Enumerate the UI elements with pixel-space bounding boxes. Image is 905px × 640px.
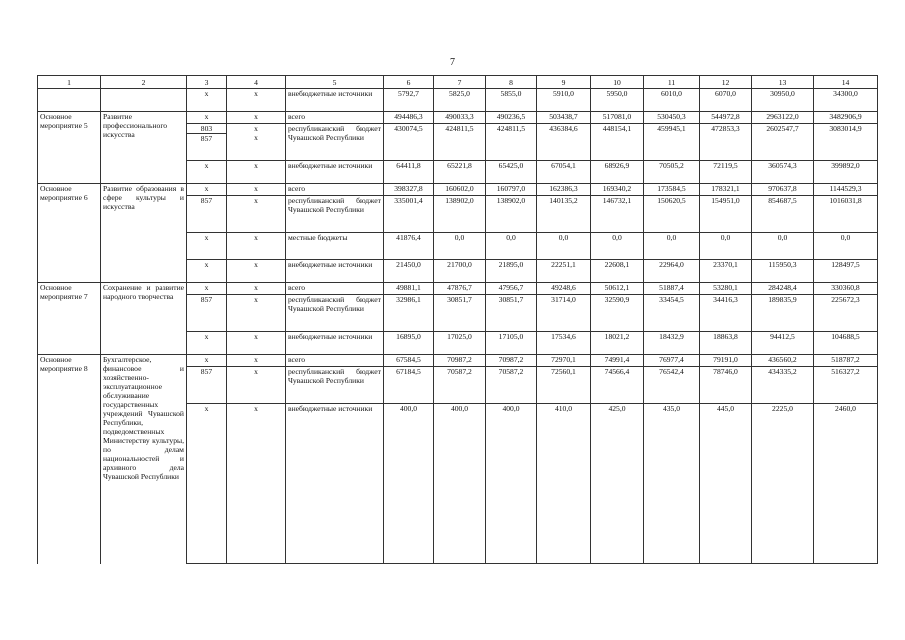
column-header: 1 bbox=[38, 76, 101, 89]
value-cell: 18021,2 bbox=[591, 332, 644, 355]
value-cell: 49248,6 bbox=[537, 283, 591, 295]
value-cell: 225672,3 bbox=[814, 295, 878, 332]
value-cell: 398327,8 bbox=[384, 184, 434, 196]
value-cell: 0,0 bbox=[434, 233, 486, 260]
column-header: 10 bbox=[591, 76, 644, 89]
section-code: х bbox=[254, 124, 258, 133]
value-cell: 41876,4 bbox=[384, 233, 434, 260]
value-cell: 76977,4 bbox=[644, 355, 700, 367]
value-cell: 424811,5 bbox=[486, 124, 537, 161]
header-row bbox=[38, 76, 878, 89]
funding-source-cell: республиканский бюджет Чувашской Республики bbox=[286, 295, 384, 332]
gov-code: 803 bbox=[187, 124, 226, 134]
value-cell: 65221,8 bbox=[434, 161, 486, 184]
group-name-cell: Основное мероприятие 8 bbox=[38, 355, 101, 564]
value-cell: 400,0 bbox=[384, 404, 434, 564]
value-cell: 32986,1 bbox=[384, 295, 434, 332]
column-header: 2 bbox=[101, 76, 187, 89]
column-header: 4 bbox=[227, 76, 286, 89]
value-cell: 3482906,9 bbox=[814, 112, 878, 124]
funding-source-cell: всего bbox=[286, 355, 384, 367]
gov-code: х bbox=[204, 233, 209, 242]
value-cell: 2225,0 bbox=[752, 404, 814, 564]
value-cell: 23370,1 bbox=[700, 260, 752, 283]
gov-code-cell bbox=[187, 355, 227, 367]
column-header: 11 bbox=[644, 76, 700, 89]
section-code-cell bbox=[227, 184, 286, 196]
funding-source-cell: внебюджетные источники bbox=[286, 332, 384, 355]
funding-source-cell: всего bbox=[286, 283, 384, 295]
funding-source-cell: внебюджетные источники bbox=[286, 404, 384, 564]
value-cell: 30950,0 bbox=[752, 89, 814, 112]
value-cell: 34416,3 bbox=[700, 295, 752, 332]
section-code: х bbox=[254, 355, 258, 364]
table-row bbox=[38, 112, 878, 124]
section-code: х bbox=[254, 283, 258, 292]
column-header: 12 bbox=[700, 76, 752, 89]
value-cell: 400,0 bbox=[486, 404, 537, 564]
value-cell: 146732,1 bbox=[591, 196, 644, 233]
value-cell: 72560,1 bbox=[537, 367, 591, 404]
value-cell: 530450,3 bbox=[644, 112, 700, 124]
section-code: х bbox=[254, 112, 258, 121]
value-cell: 160797,0 bbox=[486, 184, 537, 196]
section-code: х bbox=[254, 133, 258, 142]
value-cell: 0,0 bbox=[537, 233, 591, 260]
gov-code: 857 bbox=[200, 367, 213, 376]
gov-code-cell bbox=[187, 112, 227, 124]
gov-code: х bbox=[204, 283, 209, 292]
table-row bbox=[38, 184, 878, 196]
section-code-cell bbox=[227, 332, 286, 355]
gov-code: х bbox=[204, 404, 209, 413]
section-code-cell bbox=[227, 161, 286, 184]
table-row bbox=[38, 89, 878, 112]
gov-code-cell bbox=[187, 404, 227, 564]
section-code-cell bbox=[227, 367, 286, 404]
group-description-cell: Развитие профессионального искусства bbox=[101, 112, 187, 184]
gov-code: х bbox=[204, 260, 209, 269]
value-cell: 490033,3 bbox=[434, 112, 486, 124]
value-cell: 494486,3 bbox=[384, 112, 434, 124]
column-header: 5 bbox=[286, 76, 384, 89]
value-cell: 169340,2 bbox=[591, 184, 644, 196]
value-cell: 104688,5 bbox=[814, 332, 878, 355]
value-cell: 70987,2 bbox=[434, 355, 486, 367]
value-cell: 2963122,0 bbox=[752, 112, 814, 124]
value-cell: 74991,4 bbox=[591, 355, 644, 367]
value-cell: 0,0 bbox=[752, 233, 814, 260]
value-cell: 94412,5 bbox=[752, 332, 814, 355]
value-cell: 2602547,7 bbox=[752, 124, 814, 161]
group-description-cell: Развитие образования в сфере культуры и искусства bbox=[101, 184, 187, 283]
value-cell: 410,0 bbox=[537, 404, 591, 564]
value-cell: 6070,0 bbox=[700, 89, 752, 112]
gov-code-cell bbox=[187, 260, 227, 283]
funding-source-cell: внебюджетные источники bbox=[286, 260, 384, 283]
value-cell: 18432,9 bbox=[644, 332, 700, 355]
funding-source-cell: местные бюджеты bbox=[286, 233, 384, 260]
gov-code-cell bbox=[187, 283, 227, 295]
value-cell: 330360,8 bbox=[814, 283, 878, 295]
gov-code: х bbox=[204, 112, 209, 121]
section-code: х bbox=[254, 196, 258, 205]
value-cell: 17025,0 bbox=[434, 332, 486, 355]
section-code-cell: х bbox=[227, 89, 286, 112]
section-code-cell bbox=[227, 260, 286, 283]
group-description-cell: Бухгалтерское, финансовое и хозяйственно-эксплуатационное обслуживание государственных учреждений Чувашской Республики, подведомственных Министерству культуры, по делам национальностей и архивного дела Чувашской Республики bbox=[101, 355, 187, 564]
value-cell: 189835,9 bbox=[752, 295, 814, 332]
value-cell: 68926,9 bbox=[591, 161, 644, 184]
group-description-cell bbox=[101, 89, 187, 112]
value-cell: 21895,0 bbox=[486, 260, 537, 283]
value-cell: 162386,3 bbox=[537, 184, 591, 196]
value-cell: 6010,0 bbox=[644, 89, 700, 112]
value-cell: 445,0 bbox=[700, 404, 752, 564]
gov-code: х bbox=[204, 332, 209, 341]
section-code: х bbox=[254, 161, 258, 170]
value-cell: 435,0 bbox=[644, 404, 700, 564]
value-cell: 33454,5 bbox=[644, 295, 700, 332]
group-description-cell: Сохранение и развитие народного творчества bbox=[101, 283, 187, 355]
group-name-cell: Основное мероприятие 7 bbox=[38, 283, 101, 355]
column-header: 14 bbox=[814, 76, 878, 89]
value-cell: 5910,0 bbox=[537, 89, 591, 112]
value-cell: 434335,2 bbox=[752, 367, 814, 404]
value-cell: 430074,5 bbox=[384, 124, 434, 161]
value-cell: 436560,2 bbox=[752, 355, 814, 367]
budget-table bbox=[37, 75, 878, 564]
section-code: х bbox=[254, 260, 258, 269]
funding-source-cell: всего bbox=[286, 112, 384, 124]
section-code-cell bbox=[227, 233, 286, 260]
value-cell: 78746,0 bbox=[700, 367, 752, 404]
value-cell: 51887,4 bbox=[644, 283, 700, 295]
value-cell: 138902,0 bbox=[486, 196, 537, 233]
section-code-cell bbox=[227, 404, 286, 564]
value-cell: 424811,5 bbox=[434, 124, 486, 161]
value-cell: 517081,0 bbox=[591, 112, 644, 124]
table-row bbox=[38, 283, 878, 295]
funding-source-cell: всего bbox=[286, 184, 384, 196]
value-cell: 30851,7 bbox=[486, 295, 537, 332]
funding-source-cell: республиканский бюджет Чувашской Республики bbox=[286, 367, 384, 404]
value-cell: 79191,0 bbox=[700, 355, 752, 367]
column-header: 8 bbox=[486, 76, 537, 89]
group-name-cell: Основное мероприятие 5 bbox=[38, 112, 101, 184]
gov-code: х bbox=[204, 184, 209, 193]
value-cell: 21450,0 bbox=[384, 260, 434, 283]
funding-source-cell: внебюджетные источники bbox=[286, 89, 384, 112]
value-cell: 70587,2 bbox=[434, 367, 486, 404]
value-cell: 16895,0 bbox=[384, 332, 434, 355]
column-header: 9 bbox=[537, 76, 591, 89]
value-cell: 138902,0 bbox=[434, 196, 486, 233]
value-cell: 1016031,8 bbox=[814, 196, 878, 233]
value-cell: 399892,0 bbox=[814, 161, 878, 184]
value-cell: 173584,5 bbox=[644, 184, 700, 196]
value-cell: 503438,7 bbox=[537, 112, 591, 124]
value-cell: 53280,1 bbox=[700, 283, 752, 295]
value-cell: 5792,7 bbox=[384, 89, 434, 112]
value-cell: 360574,3 bbox=[752, 161, 814, 184]
column-header: 7 bbox=[434, 76, 486, 89]
value-cell: 70987,2 bbox=[486, 355, 537, 367]
value-cell: 72119,5 bbox=[700, 161, 752, 184]
value-cell: 436384,6 bbox=[537, 124, 591, 161]
value-cell: 5855,0 bbox=[486, 89, 537, 112]
group-name-cell bbox=[38, 89, 101, 112]
value-cell: 72970,1 bbox=[537, 355, 591, 367]
gov-code: 857 bbox=[200, 196, 213, 205]
value-cell: 65425,0 bbox=[486, 161, 537, 184]
value-cell: 1144529,3 bbox=[814, 184, 878, 196]
value-cell: 0,0 bbox=[486, 233, 537, 260]
value-cell: 518787,2 bbox=[814, 355, 878, 367]
value-cell: 64411,8 bbox=[384, 161, 434, 184]
section-code: х bbox=[254, 233, 258, 242]
value-cell: 47956,7 bbox=[486, 283, 537, 295]
value-cell: 284248,4 bbox=[752, 283, 814, 295]
section-code-cell bbox=[227, 196, 286, 233]
section-code-cell bbox=[227, 283, 286, 295]
value-cell: 22251,1 bbox=[537, 260, 591, 283]
value-cell: 5825,0 bbox=[434, 89, 486, 112]
value-cell: 425,0 bbox=[591, 404, 644, 564]
value-cell: 67054,1 bbox=[537, 161, 591, 184]
value-cell: 115950,3 bbox=[752, 260, 814, 283]
value-cell: 70505,2 bbox=[644, 161, 700, 184]
section-code: х bbox=[254, 404, 258, 413]
value-cell: 150620,5 bbox=[644, 196, 700, 233]
value-cell: 32590,9 bbox=[591, 295, 644, 332]
column-header: 3 bbox=[187, 76, 227, 89]
gov-code-cell: х bbox=[187, 89, 227, 112]
value-cell: 31714,0 bbox=[537, 295, 591, 332]
value-cell: 128497,5 bbox=[814, 260, 878, 283]
gov-code: 857 bbox=[200, 295, 213, 304]
value-cell: 3083014,9 bbox=[814, 124, 878, 161]
value-cell: 22964,0 bbox=[644, 260, 700, 283]
value-cell: 400,0 bbox=[434, 404, 486, 564]
section-code-cell bbox=[227, 112, 286, 124]
funding-source-cell: республиканский бюджет Чувашской Республики bbox=[286, 196, 384, 233]
value-cell: 0,0 bbox=[700, 233, 752, 260]
value-cell: 178321,1 bbox=[700, 184, 752, 196]
value-cell: 67184,5 bbox=[384, 367, 434, 404]
value-cell: 22608,1 bbox=[591, 260, 644, 283]
value-cell: 74566,4 bbox=[591, 367, 644, 404]
value-cell: 970637,8 bbox=[752, 184, 814, 196]
section-code-cell bbox=[227, 355, 286, 367]
value-cell: 459945,1 bbox=[644, 124, 700, 161]
group-name-cell: Основное мероприятие 6 bbox=[38, 184, 101, 283]
gov-code: х bbox=[204, 355, 209, 364]
value-cell: 76542,4 bbox=[644, 367, 700, 404]
value-cell: 0,0 bbox=[644, 233, 700, 260]
value-cell: 70587,2 bbox=[486, 367, 537, 404]
section-code: х bbox=[254, 184, 258, 193]
gov-code-cell bbox=[187, 196, 227, 233]
value-cell: 490236,5 bbox=[486, 112, 537, 124]
value-cell: 5950,0 bbox=[591, 89, 644, 112]
funding-source-cell: республиканский бюджет Чувашской Республики bbox=[286, 124, 384, 161]
section-code-cell bbox=[227, 124, 286, 161]
value-cell: 21700,0 bbox=[434, 260, 486, 283]
table-row bbox=[38, 355, 878, 367]
value-cell: 335001,4 bbox=[384, 196, 434, 233]
value-cell: 0,0 bbox=[814, 233, 878, 260]
value-cell: 30851,7 bbox=[434, 295, 486, 332]
column-header: 6 bbox=[384, 76, 434, 89]
value-cell: 2460,0 bbox=[814, 404, 878, 564]
value-cell: 0,0 bbox=[591, 233, 644, 260]
value-cell: 67584,5 bbox=[384, 355, 434, 367]
funding-source-cell: внебюджетные источники bbox=[286, 161, 384, 184]
gov-code-cell bbox=[187, 367, 227, 404]
value-cell: 472853,3 bbox=[700, 124, 752, 161]
value-cell: 516327,2 bbox=[814, 367, 878, 404]
value-cell: 18863,8 bbox=[700, 332, 752, 355]
value-cell: 160602,0 bbox=[434, 184, 486, 196]
gov-code: х bbox=[204, 161, 209, 170]
section-code-cell bbox=[227, 295, 286, 332]
value-cell: 47876,7 bbox=[434, 283, 486, 295]
section-code: х bbox=[254, 332, 258, 341]
value-cell: 49881,1 bbox=[384, 283, 434, 295]
gov-code-cell bbox=[187, 184, 227, 196]
value-cell: 854687,5 bbox=[752, 196, 814, 233]
value-cell: 140135,2 bbox=[537, 196, 591, 233]
value-cell: 17105,0 bbox=[486, 332, 537, 355]
section-code: х bbox=[254, 367, 258, 376]
value-cell: 154951,0 bbox=[700, 196, 752, 233]
section-code: х bbox=[254, 295, 258, 304]
page-number: 7 bbox=[450, 57, 455, 68]
value-cell: 544972,8 bbox=[700, 112, 752, 124]
gov-code: 857 bbox=[200, 134, 213, 143]
gov-code-cell bbox=[187, 233, 227, 260]
value-cell: 50612,1 bbox=[591, 283, 644, 295]
value-cell: 448154,1 bbox=[591, 124, 644, 161]
column-header: 13 bbox=[752, 76, 814, 89]
value-cell: 17534,6 bbox=[537, 332, 591, 355]
gov-code-cell bbox=[187, 124, 227, 161]
gov-code-cell bbox=[187, 332, 227, 355]
value-cell: 34300,0 bbox=[814, 89, 878, 112]
gov-code-cell bbox=[187, 161, 227, 184]
gov-code-cell bbox=[187, 295, 227, 332]
